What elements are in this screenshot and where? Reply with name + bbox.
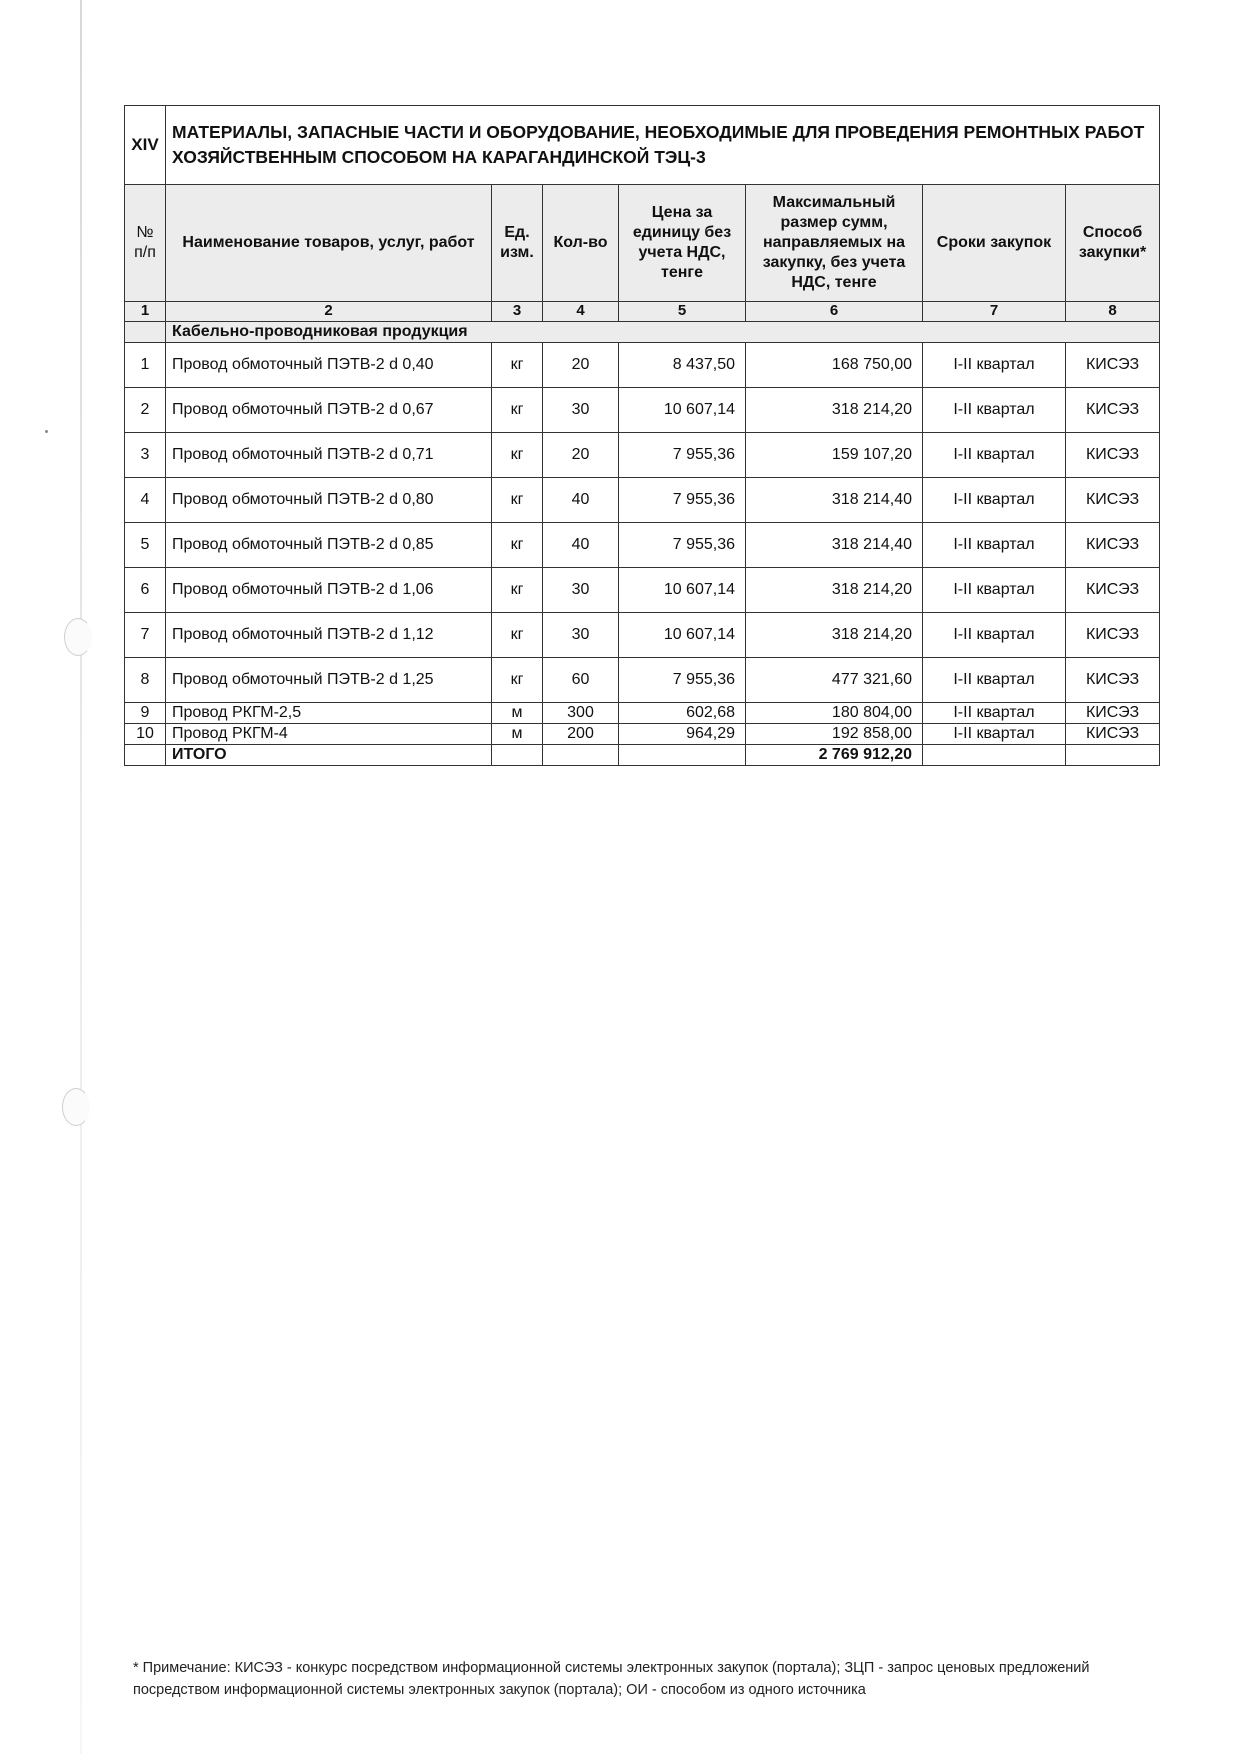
row-number: 5 [125, 523, 166, 568]
item-name: Провод обмоточный ПЭТВ-2 d 0,67 [166, 388, 492, 433]
item-unit: кг [492, 523, 543, 568]
category-row [125, 322, 1160, 343]
row-number: 10 [125, 724, 166, 745]
item-period: I-II квартал [923, 433, 1066, 478]
item-quantity: 30 [543, 568, 619, 613]
item-unit: кг [492, 613, 543, 658]
header-index: № п/п [125, 185, 166, 302]
item-name: Провод РКГМ-4 [166, 724, 492, 745]
item-name: Провод обмоточный ПЭТВ-2 d 0,40 [166, 343, 492, 388]
column-number-row [125, 302, 1160, 322]
column-header-row [125, 185, 1160, 302]
column-number: 4 [543, 302, 619, 322]
item-price: 7 955,36 [619, 523, 746, 568]
total-row [125, 745, 1160, 766]
item-method: КИСЭЗ [1066, 724, 1160, 745]
procurement-table [124, 105, 1160, 766]
header-max-sum: Максимальный размер сумм, направляемых на закупку, без учета НДС, тенге [746, 185, 923, 302]
item-method: КИСЭЗ [1066, 613, 1160, 658]
item-period: I-II квартал [923, 568, 1066, 613]
table-row [125, 658, 1160, 703]
table-row [125, 343, 1160, 388]
empty-cell [619, 745, 746, 766]
item-price: 7 955,36 [619, 478, 746, 523]
item-max-sum: 477 321,60 [746, 658, 923, 703]
scan-edge [80, 0, 82, 1754]
row-number: 7 [125, 613, 166, 658]
item-quantity: 200 [543, 724, 619, 745]
row-number: 6 [125, 568, 166, 613]
item-period: I-II квартал [923, 703, 1066, 724]
item-name: Провод обмоточный ПЭТВ-2 d 1,25 [166, 658, 492, 703]
row-number: 2 [125, 388, 166, 433]
column-number: 5 [619, 302, 746, 322]
section-number: XIV [125, 106, 166, 185]
table-row [125, 388, 1160, 433]
item-quantity: 40 [543, 478, 619, 523]
section-title-row [125, 106, 1160, 185]
header-unit: Ед. изм. [492, 185, 543, 302]
item-quantity: 300 [543, 703, 619, 724]
scan-speck [45, 430, 48, 433]
column-number: 8 [1066, 302, 1160, 322]
item-unit: кг [492, 433, 543, 478]
footnote: * Примечание: КИСЭЗ - конкурс посредством информационной системы электронных закупок (портала); ЗЦП - запрос ценовых предложений посредством информационной системы электронных закупок (портала); ОИ - способом из одного источника [133, 1660, 1090, 1698]
item-method: КИСЭЗ [1066, 703, 1160, 724]
table-row [125, 568, 1160, 613]
item-price: 10 607,14 [619, 388, 746, 433]
item-unit: кг [492, 568, 543, 613]
item-max-sum: 318 214,20 [746, 568, 923, 613]
item-price: 602,68 [619, 703, 746, 724]
header-quantity: Кол-во [543, 185, 619, 302]
item-period: I-II квартал [923, 388, 1066, 433]
column-number: 3 [492, 302, 543, 322]
item-quantity: 30 [543, 613, 619, 658]
item-max-sum: 180 804,00 [746, 703, 923, 724]
item-name: Провод РКГМ-2,5 [166, 703, 492, 724]
item-unit: кг [492, 388, 543, 433]
row-number: 1 [125, 343, 166, 388]
item-unit: кг [492, 478, 543, 523]
table-row [125, 523, 1160, 568]
empty-cell [543, 745, 619, 766]
section-title: МАТЕРИАЛЫ, ЗАПАСНЫЕ ЧАСТИ И ОБОРУДОВАНИЕ, НЕОБХОДИМЫЕ ДЛЯ ПРОВЕДЕНИЯ РЕМОНТНЫХ РАБОТ ХОЗЯЙСТВЕННЫМ СПОСОБОМ НА КАРАГАНДИНСКОЙ ТЭЦ-3 [166, 106, 1160, 185]
item-quantity: 60 [543, 658, 619, 703]
item-method: КИСЭЗ [1066, 523, 1160, 568]
item-price: 7 955,36 [619, 658, 746, 703]
item-method: КИСЭЗ [1066, 388, 1160, 433]
punch-hole [64, 618, 92, 656]
item-method: КИСЭЗ [1066, 478, 1160, 523]
item-period: I-II квартал [923, 478, 1066, 523]
item-unit: м [492, 703, 543, 724]
item-method: КИСЭЗ [1066, 658, 1160, 703]
header-period: Сроки закупок [923, 185, 1066, 302]
item-period: I-II квартал [923, 724, 1066, 745]
punch-hole [62, 1088, 90, 1126]
table-row [125, 433, 1160, 478]
item-price: 8 437,50 [619, 343, 746, 388]
item-period: I-II квартал [923, 343, 1066, 388]
item-method: КИСЭЗ [1066, 343, 1160, 388]
item-max-sum: 318 214,40 [746, 523, 923, 568]
item-price: 7 955,36 [619, 433, 746, 478]
item-method: КИСЭЗ [1066, 433, 1160, 478]
category-label: Кабельно-проводниковая продукция [166, 322, 1160, 343]
item-period: I-II квартал [923, 658, 1066, 703]
item-max-sum: 318 214,40 [746, 478, 923, 523]
item-quantity: 20 [543, 343, 619, 388]
item-name: Провод обмоточный ПЭТВ-2 d 0,85 [166, 523, 492, 568]
empty-cell [125, 745, 166, 766]
item-name: Провод обмоточный ПЭТВ-2 d 1,06 [166, 568, 492, 613]
item-max-sum: 192 858,00 [746, 724, 923, 745]
header-price: Цена за единицу без учета НДС, тенге [619, 185, 746, 302]
column-number: 1 [125, 302, 166, 322]
item-max-sum: 318 214,20 [746, 388, 923, 433]
item-quantity: 30 [543, 388, 619, 433]
item-period: I-II квартал [923, 523, 1066, 568]
item-unit: кг [492, 658, 543, 703]
table-row [125, 613, 1160, 658]
item-max-sum: 318 214,20 [746, 613, 923, 658]
row-number: 4 [125, 478, 166, 523]
item-period: I-II квартал [923, 613, 1066, 658]
item-name: Провод обмоточный ПЭТВ-2 d 1,12 [166, 613, 492, 658]
item-method: КИСЭЗ [1066, 568, 1160, 613]
item-unit: кг [492, 343, 543, 388]
column-number: 6 [746, 302, 923, 322]
column-number: 7 [923, 302, 1066, 322]
item-price: 10 607,14 [619, 568, 746, 613]
item-quantity: 40 [543, 523, 619, 568]
item-name: Провод обмоточный ПЭТВ-2 d 0,71 [166, 433, 492, 478]
item-price: 964,29 [619, 724, 746, 745]
header-method: Способ закупки* [1066, 185, 1160, 302]
row-number: 3 [125, 433, 166, 478]
empty-cell [492, 745, 543, 766]
item-quantity: 20 [543, 433, 619, 478]
item-unit: м [492, 724, 543, 745]
row-number: 8 [125, 658, 166, 703]
column-number: 2 [166, 302, 492, 322]
table-row [125, 703, 1160, 724]
item-max-sum: 159 107,20 [746, 433, 923, 478]
header-name: Наименование товаров, услуг, работ [166, 185, 492, 302]
total-sum: 2 769 912,20 [746, 745, 923, 766]
item-name: Провод обмоточный ПЭТВ-2 d 0,80 [166, 478, 492, 523]
row-number: 9 [125, 703, 166, 724]
table-row [125, 478, 1160, 523]
table-row [125, 724, 1160, 745]
empty-cell [923, 745, 1066, 766]
total-label: ИТОГО [166, 745, 492, 766]
empty-cell [1066, 745, 1160, 766]
item-price: 10 607,14 [619, 613, 746, 658]
item-max-sum: 168 750,00 [746, 343, 923, 388]
